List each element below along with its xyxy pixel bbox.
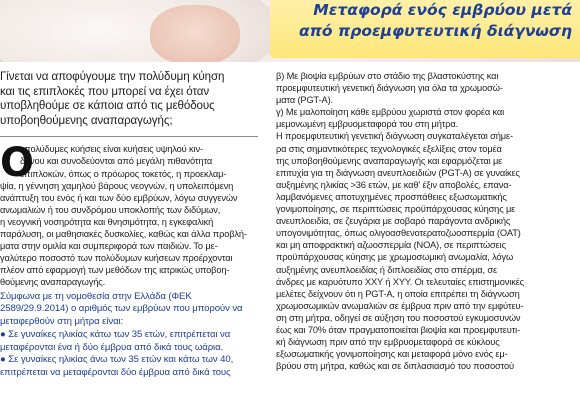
body-line: ψία, η γέννηση χαμηλού βάρους νεογνών, η υπολειπόμενη bbox=[0, 180, 234, 191]
right-line: άνδρες με καρυότυπο XXY ή XYY. Οι τελευταίες επιστημονικές bbox=[276, 276, 525, 287]
intro-line: υποβοηθούμενης αναπαραγωγής; bbox=[0, 113, 173, 127]
right-line: ση στη μήτρα, οδηγεί σε αύξηση του ποσοστού εγκυμοσυνών bbox=[276, 312, 521, 323]
intro-line: υποβληθούμε σε κάποια από τις μεθόδους bbox=[0, 99, 215, 113]
intro-line: Γίνεται να αποφύγουμε την πολύδυμη κύηση bbox=[0, 70, 225, 83]
law-line: μεταφερθούν στη μήτρα είναι: bbox=[0, 316, 124, 328]
right-line: υπογονιμότητας, όπως ολιγοασθενοτερατοζωοσπερμία (OAT) bbox=[276, 228, 521, 239]
right-line: μεμονωμένη εμβρυομεταφορά του στη μήτρα. bbox=[276, 119, 459, 130]
right-line: γονιμοποίησης, σε περιπτώσεις προϋπάρχουσας κύησης με bbox=[276, 204, 516, 215]
right-column bbox=[276, 70, 576, 372]
body-line: η νεογνική νοσηρότητα και θνησιμότητα, η εγκεφαλική bbox=[0, 216, 214, 227]
law-line: μεταφέρονται ένα ή δύο έμβρυα από δικά τους ωάρια. bbox=[0, 341, 224, 353]
right-line: έως και 70% όταν πραγματοποιείται βιοψία και προεμφυτευτι- bbox=[276, 324, 521, 335]
body-line: δύνου και συνοδεύονται από μεγάλη πιθανότητα bbox=[20, 156, 213, 167]
law-bullet: ● Σε γυναίκες ηλικίας άνω των 35 ετών και κάτω των 40, bbox=[0, 354, 234, 366]
intro-question bbox=[0, 70, 262, 128]
body-line: γαλύτερο ποσοστό των πολύδυμων κυήσεων προέρχονται bbox=[0, 253, 233, 264]
right-line: γ) Με μαλοποίηση κάθε εμβρύου χωριστά στον φορέα και bbox=[276, 107, 505, 118]
right-line: λαμβανόμενες αποτυχημένες προσπάθειες εξωσωματικής bbox=[276, 191, 507, 202]
body-line: επιπλοκών, όπως ο πρόωρος τοκετός, η προεκλαμ- bbox=[20, 168, 227, 179]
article-body bbox=[0, 140, 262, 288]
body-line: πλέον από εφαρμογή των μεθόδων της ιατρικώς υποβοη- bbox=[0, 265, 230, 276]
right-line: προϋπάρχουσας κύησης με χρωμοσωμική ανωμαλία, λόγω bbox=[276, 252, 514, 263]
right-line: και μη αποφρακτική αζωοσπερμία (ΝΟΑ), σε περιπτώσεις bbox=[276, 240, 506, 251]
law-bullet: ● Σε γυναίκες ηλικίας κάτω των 35 ετών, επιτρέπεται να bbox=[0, 328, 231, 340]
left-column bbox=[0, 70, 262, 380]
right-line: β) Με βιοψία εμβρύων στο στάδιο της βλαστοκύστης και bbox=[276, 71, 499, 81]
article-title-line-2: από προεμφυτευτική διάγνωση bbox=[299, 22, 572, 40]
intro-divider bbox=[0, 136, 258, 137]
right-line: της υποβοηθούμενης αναπαραγωγής και εφαρμόζεται με bbox=[276, 155, 503, 166]
right-line: επιτυχία για τη διάγνωση ανευπλοειδιών (PGT-A) σε γυναίκες bbox=[276, 167, 520, 178]
body-line: θούμενης αναπαραγωγής. bbox=[0, 277, 106, 288]
article-title-line-1: Μεταφορά ενός εμβρύου μετά bbox=[313, 1, 572, 19]
right-line: αυξημένης ηλικίας >36 ετών, με καθ' έξιν αποβολές, επανα- bbox=[276, 179, 512, 190]
article-title bbox=[270, 0, 580, 42]
right-line: ανευπλοειδία, σε ζευγάρια με σοβαρό παράγοντα ανδρικής bbox=[276, 216, 511, 227]
drop-cap: Ο bbox=[0, 140, 35, 187]
right-line: ρα στις σημαντικότερες τεχνολογικές εξελίξεις στον τομέα bbox=[276, 143, 502, 154]
law-line: 2589/29.9.2014) ο αριθμός των εμβρύων που μπορούν να bbox=[0, 303, 243, 315]
law-line: επιτρέπεται να μεταφέρονται δύο έμβρυα από δικά τους bbox=[0, 367, 231, 379]
right-line: μελέτες δείχνουν ότι η PGT-A, η οποία επιτρέπει τη διάγνωση bbox=[276, 288, 520, 299]
baby-image bbox=[150, 5, 240, 62]
title-box bbox=[270, 0, 580, 58]
header-photo bbox=[0, 0, 580, 62]
right-line: κή διάγνωση πριν από την εμβρυομεταφορά σε κύκλους bbox=[276, 337, 500, 348]
body-line: ι πολύδυμες κυήσεις είναι κυήσεις υψηλού κιν- bbox=[20, 144, 203, 155]
right-line: χρωμοσωμικών ανωμαλιών σε έμβρυα πριν από την εμφύτευ- bbox=[276, 300, 524, 311]
body-line: ματα στην ομιλία και συμπεριφορά των παιδιών. Το με- bbox=[0, 241, 218, 252]
right-line: προεμφυτευτική γενετική διάγνωση για όλα τα χρωμοσώ- bbox=[276, 83, 503, 94]
law-section bbox=[0, 291, 262, 381]
body-line: ανωμαλιών ή του συνδρόμου υποκλοπής των διδύμων, bbox=[0, 204, 221, 215]
law-line: Σύμφωνα με τη νομοθεσία στην Ελλάδα (ΦΕΚ bbox=[0, 290, 192, 302]
right-line: βρύου στη μήτρα, καθώς και σε διπλασιασμό του ποσοστού bbox=[276, 361, 514, 372]
right-line: εξωσωματικής γονιμοποίησης και μεταφορά μόνο ενός εμ- bbox=[276, 349, 508, 360]
right-line: Η προεμφυτευτική γενετική διάγνωση συγκαταλέγεται σήμε- bbox=[276, 131, 513, 142]
body-line: παράλυση, οι μαθησιακές δυσκολίες, καθώς και άλλα προβλή- bbox=[0, 229, 247, 240]
intro-line: και τις επιπλοκές που μπορεί να έχει όταν bbox=[0, 84, 210, 98]
right-line: αυξημένης ανευπλοειδίας ή διπλοειδίας στο σπέρμα, σε bbox=[276, 264, 497, 275]
right-line: ματα (PGT-A). bbox=[276, 95, 333, 106]
body-line: ανάπτυξη του ενός ή και των δύο εμβρύων, λόγω συγγενών bbox=[0, 192, 238, 203]
